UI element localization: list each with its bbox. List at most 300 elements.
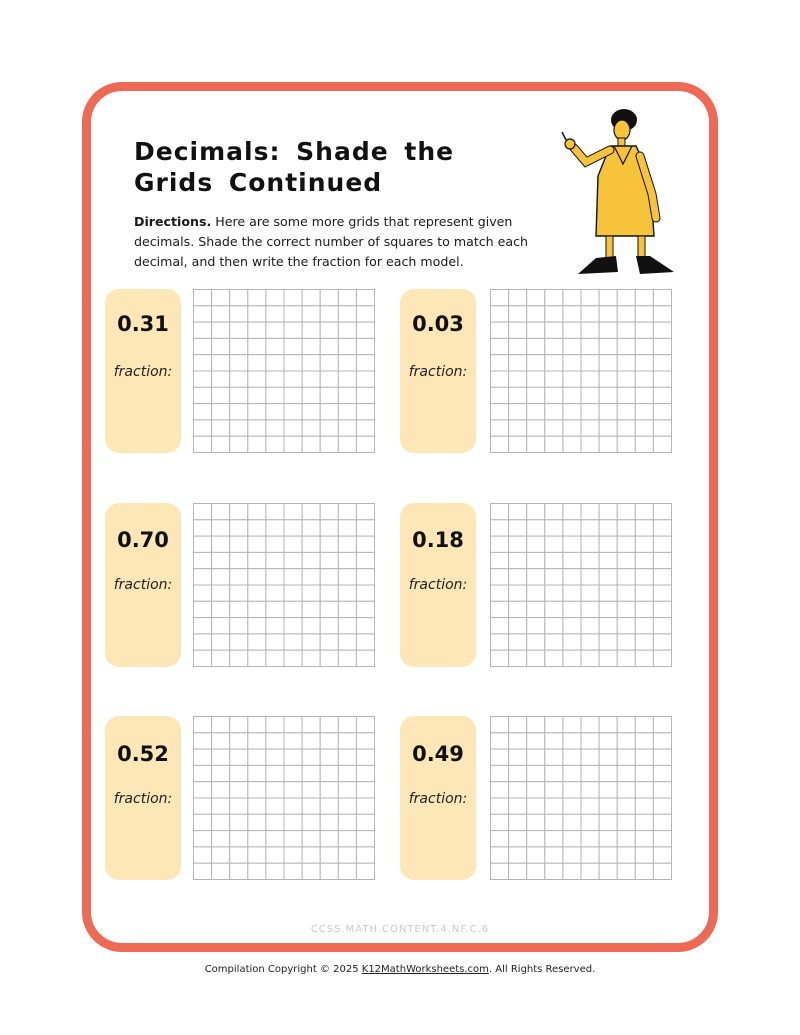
grid-square[interactable] [581, 387, 599, 403]
grid-square[interactable] [194, 601, 212, 617]
grid-square[interactable] [581, 831, 599, 847]
grid-square[interactable] [320, 618, 338, 634]
grid-square[interactable] [356, 749, 374, 765]
grid-square[interactable] [212, 504, 230, 520]
grid-square[interactable] [212, 552, 230, 568]
grid-square[interactable] [617, 634, 635, 650]
grid-square[interactable] [653, 585, 671, 601]
grid-square[interactable] [527, 306, 545, 322]
grid-square[interactable] [212, 618, 230, 634]
grid-square[interactable] [527, 552, 545, 568]
grid-square[interactable] [320, 782, 338, 798]
grid-square[interactable] [581, 749, 599, 765]
grid-square[interactable] [284, 552, 302, 568]
grid-square[interactable] [284, 520, 302, 536]
grid-square[interactable] [581, 355, 599, 371]
grid-square[interactable] [356, 338, 374, 354]
grid-square[interactable] [230, 863, 248, 879]
grid-square[interactable] [302, 717, 320, 733]
grid-square[interactable] [284, 831, 302, 847]
grid-square[interactable] [653, 306, 671, 322]
grid-square[interactable] [338, 765, 356, 781]
grid-square[interactable] [635, 765, 653, 781]
grid-square[interactable] [581, 420, 599, 436]
grid-square[interactable] [248, 863, 266, 879]
grid-square[interactable] [194, 717, 212, 733]
grid-square[interactable] [509, 831, 527, 847]
grid-square[interactable] [230, 552, 248, 568]
grid-square[interactable] [266, 847, 284, 863]
grid-square[interactable] [356, 585, 374, 601]
grid-square[interactable] [599, 338, 617, 354]
grid-square[interactable] [635, 552, 653, 568]
grid-square[interactable] [212, 436, 230, 452]
grid-square[interactable] [284, 601, 302, 617]
grid-square[interactable] [563, 765, 581, 781]
grid-square[interactable] [509, 290, 527, 306]
grid-square[interactable] [653, 831, 671, 847]
grid-square[interactable] [248, 814, 266, 830]
hundred-grid[interactable] [490, 716, 672, 880]
grid-square[interactable] [320, 355, 338, 371]
grid-square[interactable] [266, 765, 284, 781]
grid-square[interactable] [599, 733, 617, 749]
grid-square[interactable] [212, 749, 230, 765]
grid-square[interactable] [230, 306, 248, 322]
grid-square[interactable] [320, 749, 338, 765]
grid-square[interactable] [320, 322, 338, 338]
grid-square[interactable] [356, 520, 374, 536]
grid-square[interactable] [320, 717, 338, 733]
grid-square[interactable] [338, 436, 356, 452]
grid-square[interactable] [545, 355, 563, 371]
grid-square[interactable] [545, 798, 563, 814]
grid-square[interactable] [194, 338, 212, 354]
grid-square[interactable] [194, 798, 212, 814]
grid-square[interactable] [356, 814, 374, 830]
grid-square[interactable] [320, 863, 338, 879]
grid-square[interactable] [527, 847, 545, 863]
grid-square[interactable] [617, 338, 635, 354]
grid-square[interactable] [194, 831, 212, 847]
grid-square[interactable] [509, 733, 527, 749]
grid-square[interactable] [266, 798, 284, 814]
grid-square[interactable] [509, 650, 527, 666]
grid-square[interactable] [653, 782, 671, 798]
grid-square[interactable] [284, 733, 302, 749]
grid-square[interactable] [230, 814, 248, 830]
grid-square[interactable] [284, 782, 302, 798]
grid-square[interactable] [302, 306, 320, 322]
grid-square[interactable] [212, 306, 230, 322]
grid-square[interactable] [248, 569, 266, 585]
grid-square[interactable] [212, 585, 230, 601]
grid-square[interactable] [212, 322, 230, 338]
grid-square[interactable] [230, 504, 248, 520]
grid-square[interactable] [599, 569, 617, 585]
grid-square[interactable] [230, 436, 248, 452]
grid-square[interactable] [338, 782, 356, 798]
grid-square[interactable] [617, 569, 635, 585]
grid-square[interactable] [617, 798, 635, 814]
grid-square[interactable] [284, 338, 302, 354]
grid-square[interactable] [230, 618, 248, 634]
grid-square[interactable] [653, 552, 671, 568]
grid-square[interactable] [599, 536, 617, 552]
grid-square[interactable] [302, 765, 320, 781]
grid-square[interactable] [230, 749, 248, 765]
grid-square[interactable] [212, 355, 230, 371]
grid-square[interactable] [599, 520, 617, 536]
grid-square[interactable] [302, 585, 320, 601]
grid-square[interactable] [230, 338, 248, 354]
grid-square[interactable] [194, 749, 212, 765]
grid-square[interactable] [599, 387, 617, 403]
grid-square[interactable] [194, 420, 212, 436]
grid-square[interactable] [635, 322, 653, 338]
grid-square[interactable] [356, 765, 374, 781]
grid-square[interactable] [617, 520, 635, 536]
grid-square[interactable] [653, 650, 671, 666]
grid-square[interactable] [545, 420, 563, 436]
grid-square[interactable] [653, 634, 671, 650]
grid-square[interactable] [284, 847, 302, 863]
grid-square[interactable] [230, 782, 248, 798]
grid-square[interactable] [563, 436, 581, 452]
grid-square[interactable] [509, 436, 527, 452]
grid-square[interactable] [509, 371, 527, 387]
grid-square[interactable] [230, 290, 248, 306]
grid-square[interactable] [338, 717, 356, 733]
grid-square[interactable] [230, 322, 248, 338]
grid-square[interactable] [545, 371, 563, 387]
grid-square[interactable] [266, 733, 284, 749]
grid-square[interactable] [230, 847, 248, 863]
grid-square[interactable] [491, 765, 509, 781]
grid-square[interactable] [545, 520, 563, 536]
grid-square[interactable] [509, 765, 527, 781]
grid-square[interactable] [338, 650, 356, 666]
grid-square[interactable] [266, 782, 284, 798]
grid-square[interactable] [302, 536, 320, 552]
grid-square[interactable] [491, 371, 509, 387]
grid-square[interactable] [284, 387, 302, 403]
grid-square[interactable] [581, 634, 599, 650]
grid-square[interactable] [212, 782, 230, 798]
grid-square[interactable] [491, 798, 509, 814]
grid-square[interactable] [302, 814, 320, 830]
grid-square[interactable] [509, 520, 527, 536]
grid-square[interactable] [248, 355, 266, 371]
grid-square[interactable] [212, 717, 230, 733]
grid-square[interactable] [338, 569, 356, 585]
grid-square[interactable] [338, 387, 356, 403]
grid-square[interactable] [356, 322, 374, 338]
grid-square[interactable] [653, 618, 671, 634]
grid-square[interactable] [302, 420, 320, 436]
grid-square[interactable] [338, 420, 356, 436]
grid-square[interactable] [545, 618, 563, 634]
grid-square[interactable] [284, 371, 302, 387]
grid-square[interactable] [248, 585, 266, 601]
grid-square[interactable] [581, 733, 599, 749]
grid-square[interactable] [653, 371, 671, 387]
grid-square[interactable] [545, 782, 563, 798]
grid-square[interactable] [599, 634, 617, 650]
grid-square[interactable] [212, 536, 230, 552]
grid-square[interactable] [248, 504, 266, 520]
grid-square[interactable] [617, 650, 635, 666]
grid-square[interactable] [653, 322, 671, 338]
grid-square[interactable] [320, 650, 338, 666]
grid-square[interactable] [248, 601, 266, 617]
grid-square[interactable] [527, 355, 545, 371]
grid-square[interactable] [194, 847, 212, 863]
grid-square[interactable] [653, 520, 671, 536]
grid-square[interactable] [563, 552, 581, 568]
grid-square[interactable] [581, 618, 599, 634]
grid-square[interactable] [635, 436, 653, 452]
grid-square[interactable] [302, 749, 320, 765]
grid-square[interactable] [635, 520, 653, 536]
grid-square[interactable] [617, 536, 635, 552]
grid-square[interactable] [356, 733, 374, 749]
grid-square[interactable] [509, 863, 527, 879]
grid-square[interactable] [491, 782, 509, 798]
grid-square[interactable] [194, 782, 212, 798]
grid-square[interactable] [545, 569, 563, 585]
grid-square[interactable] [194, 733, 212, 749]
grid-square[interactable] [545, 650, 563, 666]
grid-square[interactable] [338, 404, 356, 420]
grid-square[interactable] [356, 355, 374, 371]
grid-square[interactable] [527, 504, 545, 520]
grid-square[interactable] [356, 863, 374, 879]
grid-square[interactable] [509, 798, 527, 814]
grid-square[interactable] [563, 504, 581, 520]
grid-square[interactable] [320, 404, 338, 420]
grid-square[interactable] [635, 749, 653, 765]
grid-square[interactable] [491, 749, 509, 765]
grid-square[interactable] [194, 765, 212, 781]
grid-square[interactable] [581, 536, 599, 552]
grid-square[interactable] [248, 733, 266, 749]
grid-square[interactable] [599, 306, 617, 322]
grid-square[interactable] [635, 420, 653, 436]
grid-square[interactable] [599, 601, 617, 617]
grid-square[interactable] [230, 601, 248, 617]
grid-square[interactable] [266, 585, 284, 601]
grid-square[interactable] [617, 765, 635, 781]
grid-square[interactable] [194, 404, 212, 420]
grid-square[interactable] [212, 733, 230, 749]
grid-square[interactable] [302, 436, 320, 452]
grid-square[interactable] [302, 338, 320, 354]
grid-square[interactable] [230, 650, 248, 666]
grid-square[interactable] [635, 847, 653, 863]
grid-square[interactable] [653, 290, 671, 306]
grid-square[interactable] [581, 650, 599, 666]
grid-square[interactable] [527, 290, 545, 306]
grid-square[interactable] [320, 387, 338, 403]
grid-square[interactable] [617, 355, 635, 371]
grid-square[interactable] [194, 436, 212, 452]
grid-square[interactable] [635, 290, 653, 306]
grid-square[interactable] [338, 338, 356, 354]
grid-square[interactable] [509, 504, 527, 520]
grid-square[interactable] [509, 355, 527, 371]
grid-square[interactable] [248, 306, 266, 322]
grid-square[interactable] [230, 831, 248, 847]
grid-square[interactable] [653, 601, 671, 617]
grid-square[interactable] [545, 765, 563, 781]
grid-square[interactable] [527, 536, 545, 552]
grid-square[interactable] [509, 306, 527, 322]
grid-square[interactable] [284, 717, 302, 733]
grid-square[interactable] [617, 847, 635, 863]
grid-square[interactable] [653, 863, 671, 879]
grid-square[interactable] [194, 650, 212, 666]
grid-square[interactable] [635, 782, 653, 798]
grid-square[interactable] [212, 371, 230, 387]
grid-square[interactable] [617, 601, 635, 617]
grid-square[interactable] [338, 618, 356, 634]
grid-square[interactable] [653, 355, 671, 371]
grid-square[interactable] [599, 782, 617, 798]
grid-square[interactable] [212, 650, 230, 666]
grid-square[interactable] [635, 585, 653, 601]
grid-square[interactable] [545, 552, 563, 568]
grid-square[interactable] [527, 765, 545, 781]
grid-square[interactable] [563, 634, 581, 650]
grid-square[interactable] [527, 798, 545, 814]
grid-square[interactable] [338, 504, 356, 520]
grid-square[interactable] [491, 618, 509, 634]
grid-square[interactable] [194, 355, 212, 371]
grid-square[interactable] [194, 520, 212, 536]
grid-square[interactable] [266, 569, 284, 585]
grid-square[interactable] [617, 290, 635, 306]
grid-square[interactable] [230, 420, 248, 436]
grid-square[interactable] [491, 863, 509, 879]
grid-square[interactable] [563, 650, 581, 666]
grid-square[interactable] [284, 765, 302, 781]
grid-square[interactable] [563, 618, 581, 634]
grid-square[interactable] [356, 536, 374, 552]
grid-square[interactable] [635, 404, 653, 420]
grid-square[interactable] [527, 650, 545, 666]
grid-square[interactable] [653, 338, 671, 354]
grid-square[interactable] [491, 306, 509, 322]
grid-square[interactable] [284, 290, 302, 306]
grid-square[interactable] [194, 618, 212, 634]
grid-square[interactable] [581, 520, 599, 536]
grid-square[interactable] [509, 601, 527, 617]
grid-square[interactable] [302, 601, 320, 617]
grid-square[interactable] [284, 420, 302, 436]
grid-square[interactable] [617, 814, 635, 830]
grid-square[interactable] [635, 634, 653, 650]
grid-square[interactable] [509, 387, 527, 403]
grid-square[interactable] [212, 404, 230, 420]
grid-square[interactable] [581, 847, 599, 863]
grid-square[interactable] [527, 371, 545, 387]
grid-square[interactable] [338, 552, 356, 568]
grid-square[interactable] [491, 436, 509, 452]
grid-square[interactable] [248, 831, 266, 847]
grid-square[interactable] [302, 504, 320, 520]
grid-square[interactable] [545, 601, 563, 617]
grid-square[interactable] [599, 585, 617, 601]
grid-square[interactable] [563, 338, 581, 354]
grid-square[interactable] [491, 733, 509, 749]
grid-square[interactable] [302, 733, 320, 749]
grid-square[interactable] [248, 371, 266, 387]
grid-square[interactable] [491, 404, 509, 420]
hundred-grid[interactable] [193, 716, 375, 880]
grid-square[interactable] [509, 814, 527, 830]
grid-square[interactable] [266, 355, 284, 371]
grid-square[interactable] [581, 436, 599, 452]
grid-square[interactable] [581, 552, 599, 568]
grid-square[interactable] [248, 536, 266, 552]
hundred-grid[interactable] [490, 503, 672, 667]
grid-square[interactable] [248, 847, 266, 863]
grid-square[interactable] [545, 322, 563, 338]
grid-square[interactable] [617, 585, 635, 601]
grid-square[interactable] [635, 863, 653, 879]
grid-square[interactable] [527, 585, 545, 601]
grid-square[interactable] [599, 404, 617, 420]
grid-square[interactable] [635, 717, 653, 733]
grid-square[interactable] [284, 650, 302, 666]
grid-square[interactable] [194, 306, 212, 322]
grid-square[interactable] [581, 290, 599, 306]
grid-square[interactable] [248, 650, 266, 666]
grid-square[interactable] [266, 749, 284, 765]
grid-square[interactable] [212, 814, 230, 830]
grid-square[interactable] [320, 420, 338, 436]
hundred-grid[interactable] [490, 289, 672, 453]
grid-square[interactable] [266, 618, 284, 634]
grid-square[interactable] [356, 387, 374, 403]
grid-square[interactable] [527, 569, 545, 585]
grid-square[interactable] [338, 585, 356, 601]
grid-square[interactable] [230, 733, 248, 749]
grid-square[interactable] [635, 338, 653, 354]
grid-square[interactable] [302, 322, 320, 338]
grid-square[interactable] [194, 371, 212, 387]
grid-square[interactable] [212, 831, 230, 847]
grid-square[interactable] [635, 306, 653, 322]
grid-square[interactable] [581, 863, 599, 879]
grid-square[interactable] [617, 782, 635, 798]
hundred-grid[interactable] [193, 289, 375, 453]
grid-square[interactable] [635, 798, 653, 814]
grid-square[interactable] [194, 536, 212, 552]
grid-square[interactable] [284, 863, 302, 879]
grid-square[interactable] [527, 436, 545, 452]
grid-square[interactable] [545, 749, 563, 765]
grid-square[interactable] [248, 520, 266, 536]
grid-square[interactable] [266, 552, 284, 568]
grid-square[interactable] [266, 306, 284, 322]
grid-square[interactable] [509, 585, 527, 601]
grid-square[interactable] [320, 520, 338, 536]
grid-square[interactable] [320, 585, 338, 601]
grid-square[interactable] [527, 831, 545, 847]
grid-square[interactable] [302, 290, 320, 306]
